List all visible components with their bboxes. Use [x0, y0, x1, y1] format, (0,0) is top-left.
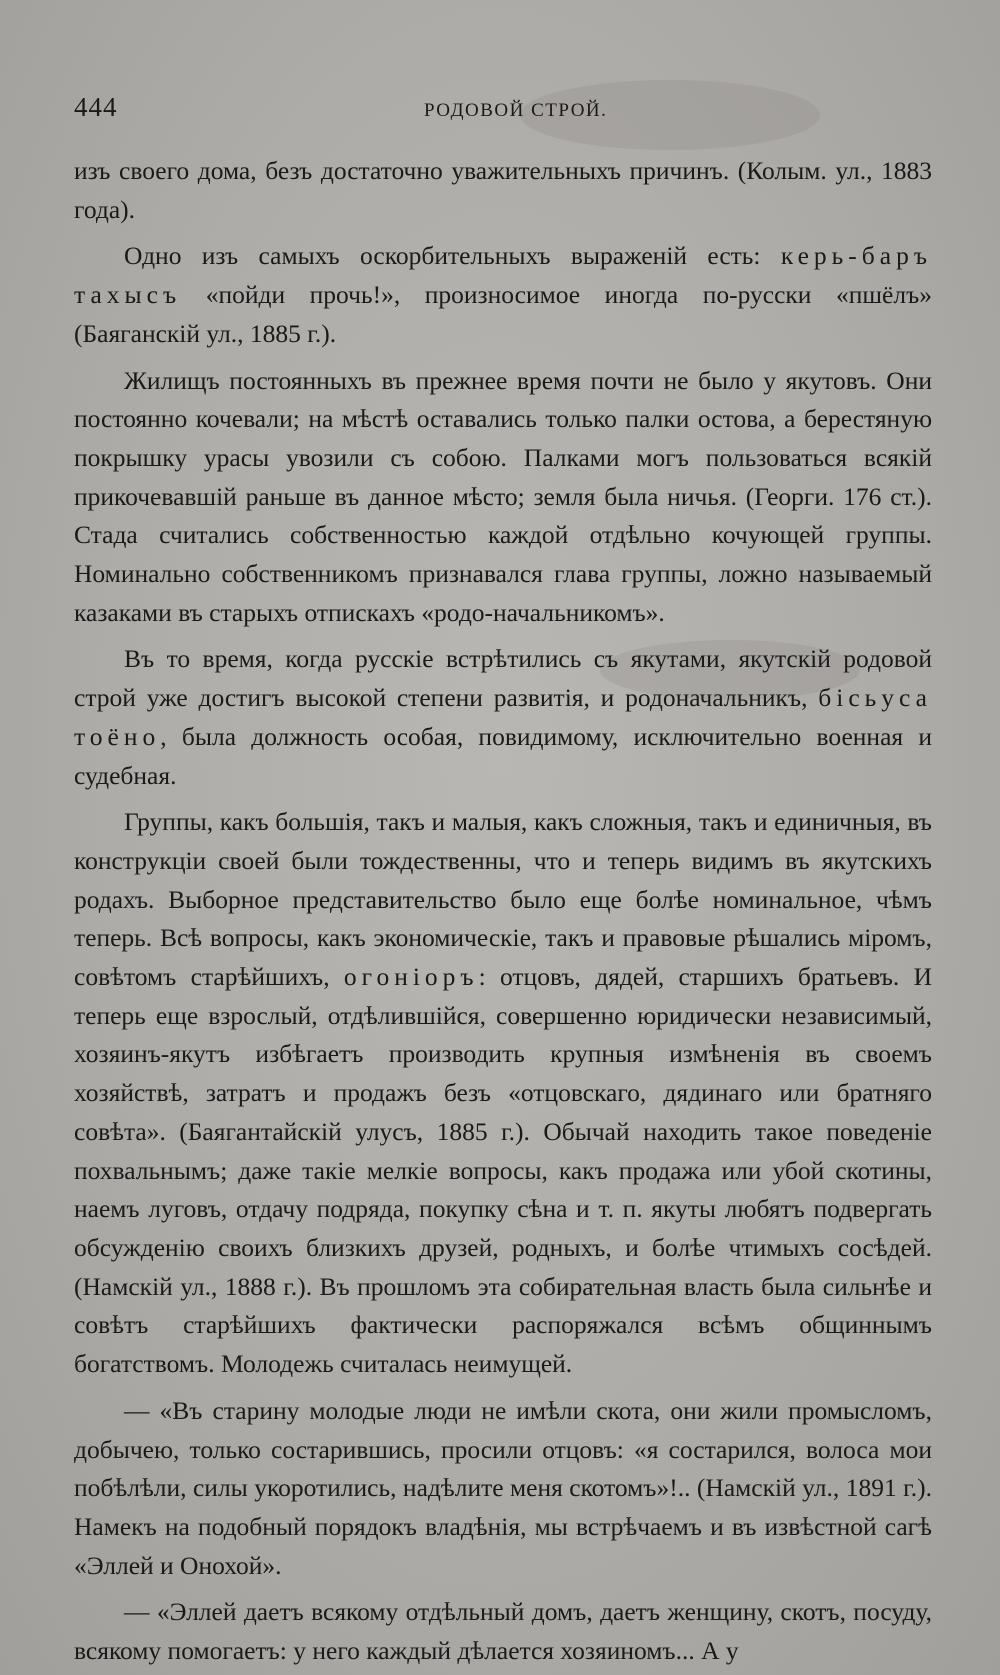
- paragraph: [74, 803, 932, 1384]
- paragraph: [74, 640, 932, 795]
- paragraph: [74, 362, 932, 633]
- paragraph-text: Группы, какъ большія, такъ и малыя, какъ сложныя, такъ и единичныя, въ конструкціи своей были тождественны, что и теперь видимъ въ якутскихъ родахъ. Выборное представительство было еще болѣе номинальное, чѣмъ теперь. Всѣ вопросы, какъ экономическіе, такъ и правовые рѣшались міромъ, совѣтомъ старѣйшихъ,: [74, 807, 932, 992]
- paragraph-quote: [74, 1392, 932, 1586]
- paragraph-text: : отцовъ, дядей, старшихъ братьевъ. И теперь еще взрослый, отдѣлившійся, совершенно юридически независимый, хозяинъ-якутъ избѣгаетъ производить крупныя измѣненія въ своемъ хозяйствѣ, затратъ и продажъ безъ «отцовскаго, дядинаго или братняго совѣта». (Баягантайскій улусъ, 1885 г.). Обычай находить такое поведеніе похвальнымъ; даже такіе мелкіе вопросы, какъ продажа или убой скотины, наемъ луговъ, отдачу подряда, покупку сѣна и т. п. якуты любятъ подвергать обсужденію своихъ близкихъ друзей, родныхъ, и болѣе чтимыхъ сосѣдей. (Намскій ул., 1888 г.). Въ прошломъ эта собирательная власть была сильнѣе и совѣтъ старѣйшихъ фактически распоряжался всѣмъ общиннымъ богатствомъ. Молодежь считалась неимущей.: [74, 962, 932, 1379]
- paragraph-text: — «Въ старину молодые люди не имѣли скота, они жили промысломъ, добычею, только состарившись, просили отцовъ: «я состарился, волоса мои побѣлѣли, силы укоротились, надѣлите меня скотомъ»!.. (Намскій ул., 1891 г.). Намекъ на подобный порядокъ владѣнія, мы встрѣчаемъ и въ извѣстной сагѣ «Эллей и Онохой».: [74, 1395, 932, 1580]
- paragraph-text: Одно изъ самыхъ оскорбительныхъ выраженій есть:: [124, 241, 781, 271]
- page-header: [74, 92, 932, 132]
- paragraph-text: Въ то время, когда русскіе встрѣтились съ якутами, якутскій родовой строй уже достигъ высокой степени развитія, и родоначальникъ,: [74, 644, 932, 713]
- body-text: [74, 152, 932, 1675]
- running-title: РОДОВОЙ СТРОЙ.: [424, 100, 608, 121]
- paragraph-text: , была должность особая, повидимому, исключительно военная и судебная.: [74, 721, 932, 790]
- yakut-term: керь-баръ тахысъ: [74, 241, 932, 310]
- paragraph-text: — «Эллей даетъ всякому отдѣльный домъ, даетъ женщину, скотъ, посуду, всякому помогаетъ: у него каждый дѣлается хозяиномъ... А у: [74, 1597, 932, 1666]
- page-number: 444: [74, 92, 118, 122]
- yakut-term: огоніоръ: [343, 962, 479, 992]
- paragraph-quote: [74, 1593, 932, 1670]
- paragraph: [74, 237, 932, 353]
- yakut-term: бісьуса тоёно: [74, 683, 932, 751]
- paragraph-text: изъ своего дома, безъ достаточно уважительныхъ причинъ. (Колым. ул., 1883 года).: [74, 156, 932, 224]
- paragraph-text: «пойди прочь!», произносимое иногда по-русски «пшёлъ» (Баяганскій ул., 1885 г.).: [74, 280, 932, 348]
- paragraph-text: Жилищъ постоянныхъ въ прежнее время почти не было у якутовъ. Они постоянно кочевали; на мѣстѣ оставались только палки остова, а берестяную покрышку урасы увозили съ собою. Палками могъ пользоваться всякій прикочевавшій раньше въ данное мѣсто; земля была ничья. (Георги. 176 ст.). Стада считались собственностью каждой отдѣльно кочующей группы. Номинально собственникомъ признавался глава группы, ложно называемый казаками въ старыхъ отпискахъ «родо-начальникомъ».: [74, 365, 932, 627]
- paragraph-continuation: [74, 152, 932, 229]
